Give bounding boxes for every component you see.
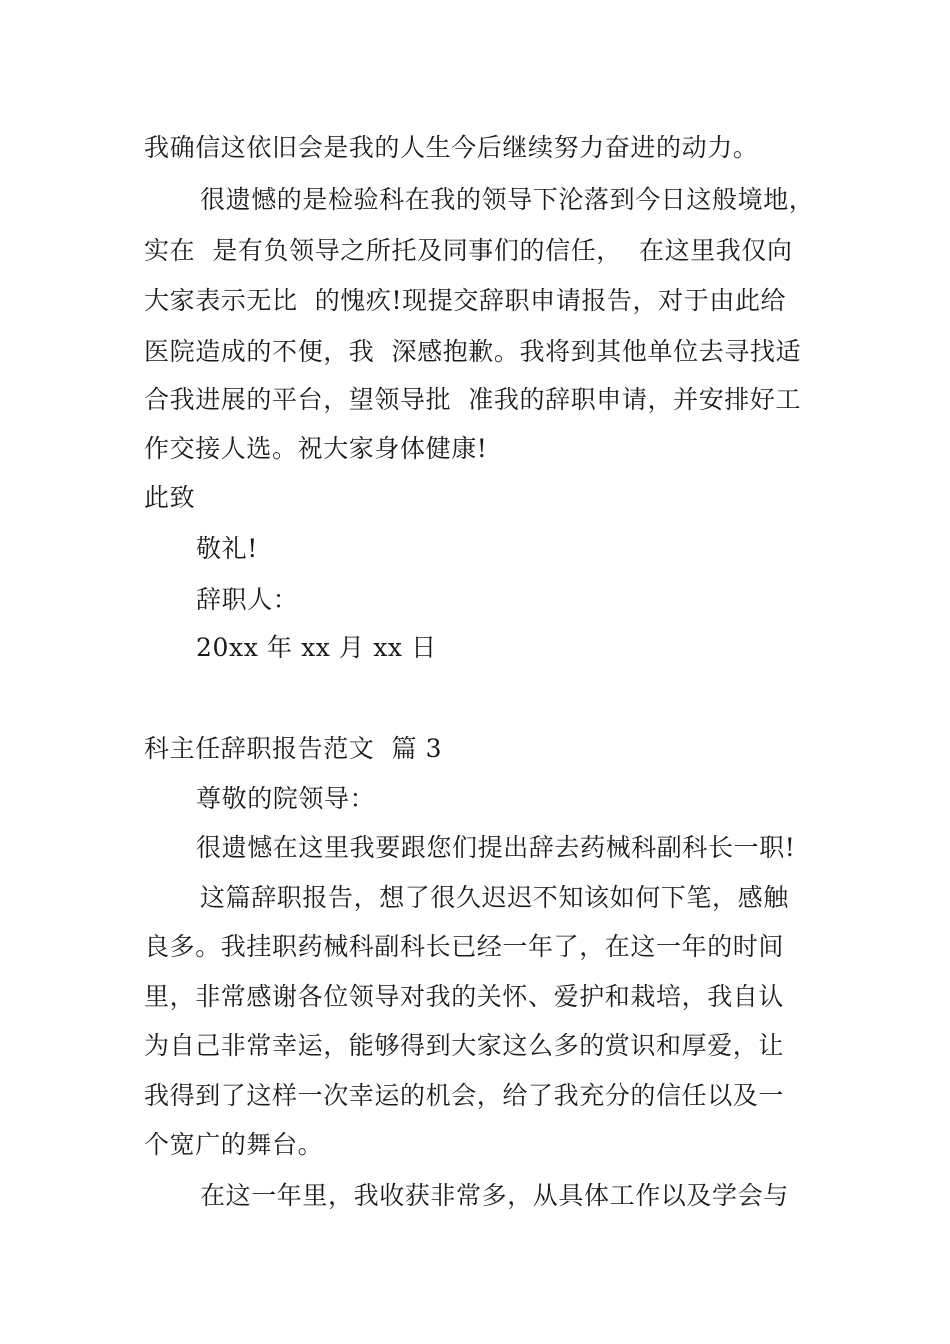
section-heading: 科主任辞职报告范文 篇 3 xyxy=(144,734,443,763)
closing-regards: 敬礼! xyxy=(196,534,258,563)
paragraph-line: 大家表示无比 的愧疚!现提交辞职申请报告，对于由此给 xyxy=(144,286,787,315)
paragraph-line: 为自己非常幸运，能够得到大家这么多的赏识和厚爱，让 xyxy=(144,1031,785,1060)
paragraph-line: 在这一年里，我收获非常多，从具体工作以及学会与 xyxy=(200,1181,789,1210)
paragraph-line: 这篇辞职报告，想了很久迟迟不知该如何下笔，感触 xyxy=(200,883,789,912)
paragraph-line: 我确信这依旧会是我的人生今后继续努力奋进的动力。 xyxy=(144,133,759,162)
paragraph-line: 个宽广的舞台。 xyxy=(144,1130,324,1159)
paragraph-line: 医院造成的不便，我 深感抱歉。我将到其他单位去寻找适 xyxy=(144,337,802,366)
date-line: 20xx 年 xx 月 xx 日 xyxy=(196,633,437,662)
paragraph-line: 很遗憾在这里我要跟您们提出辞去药械科副科长一职! xyxy=(196,833,796,862)
paragraph-line: 实在 是有负领导之所托及同事们的信任， 在这里我仅向 xyxy=(144,236,793,265)
paragraph-line: 很遗憾的是检验科在我的领导下沦落到今日这般境地， xyxy=(200,185,815,214)
greeting-line: 尊敬的院领导： xyxy=(196,784,376,813)
paragraph-line: 我得到了这样一次幸运的机会，给了我充分的信任以及一 xyxy=(144,1081,785,1110)
paragraph-line: 里，非常感谢各位领导对我的关怀、爱护和栽培，我自认 xyxy=(144,982,785,1011)
paragraph-line: 良多。我挂职药械科副科长已经一年了，在这一年的时间 xyxy=(144,932,785,961)
signature-label: 辞职人： xyxy=(196,585,299,614)
paragraph-line: 合我进展的平台，望领导批 准我的辞职申请，并安排好工 xyxy=(144,385,802,414)
closing-salutation: 此致 xyxy=(144,483,196,512)
paragraph-line: 作交接人选。祝大家身体健康! xyxy=(144,434,488,463)
